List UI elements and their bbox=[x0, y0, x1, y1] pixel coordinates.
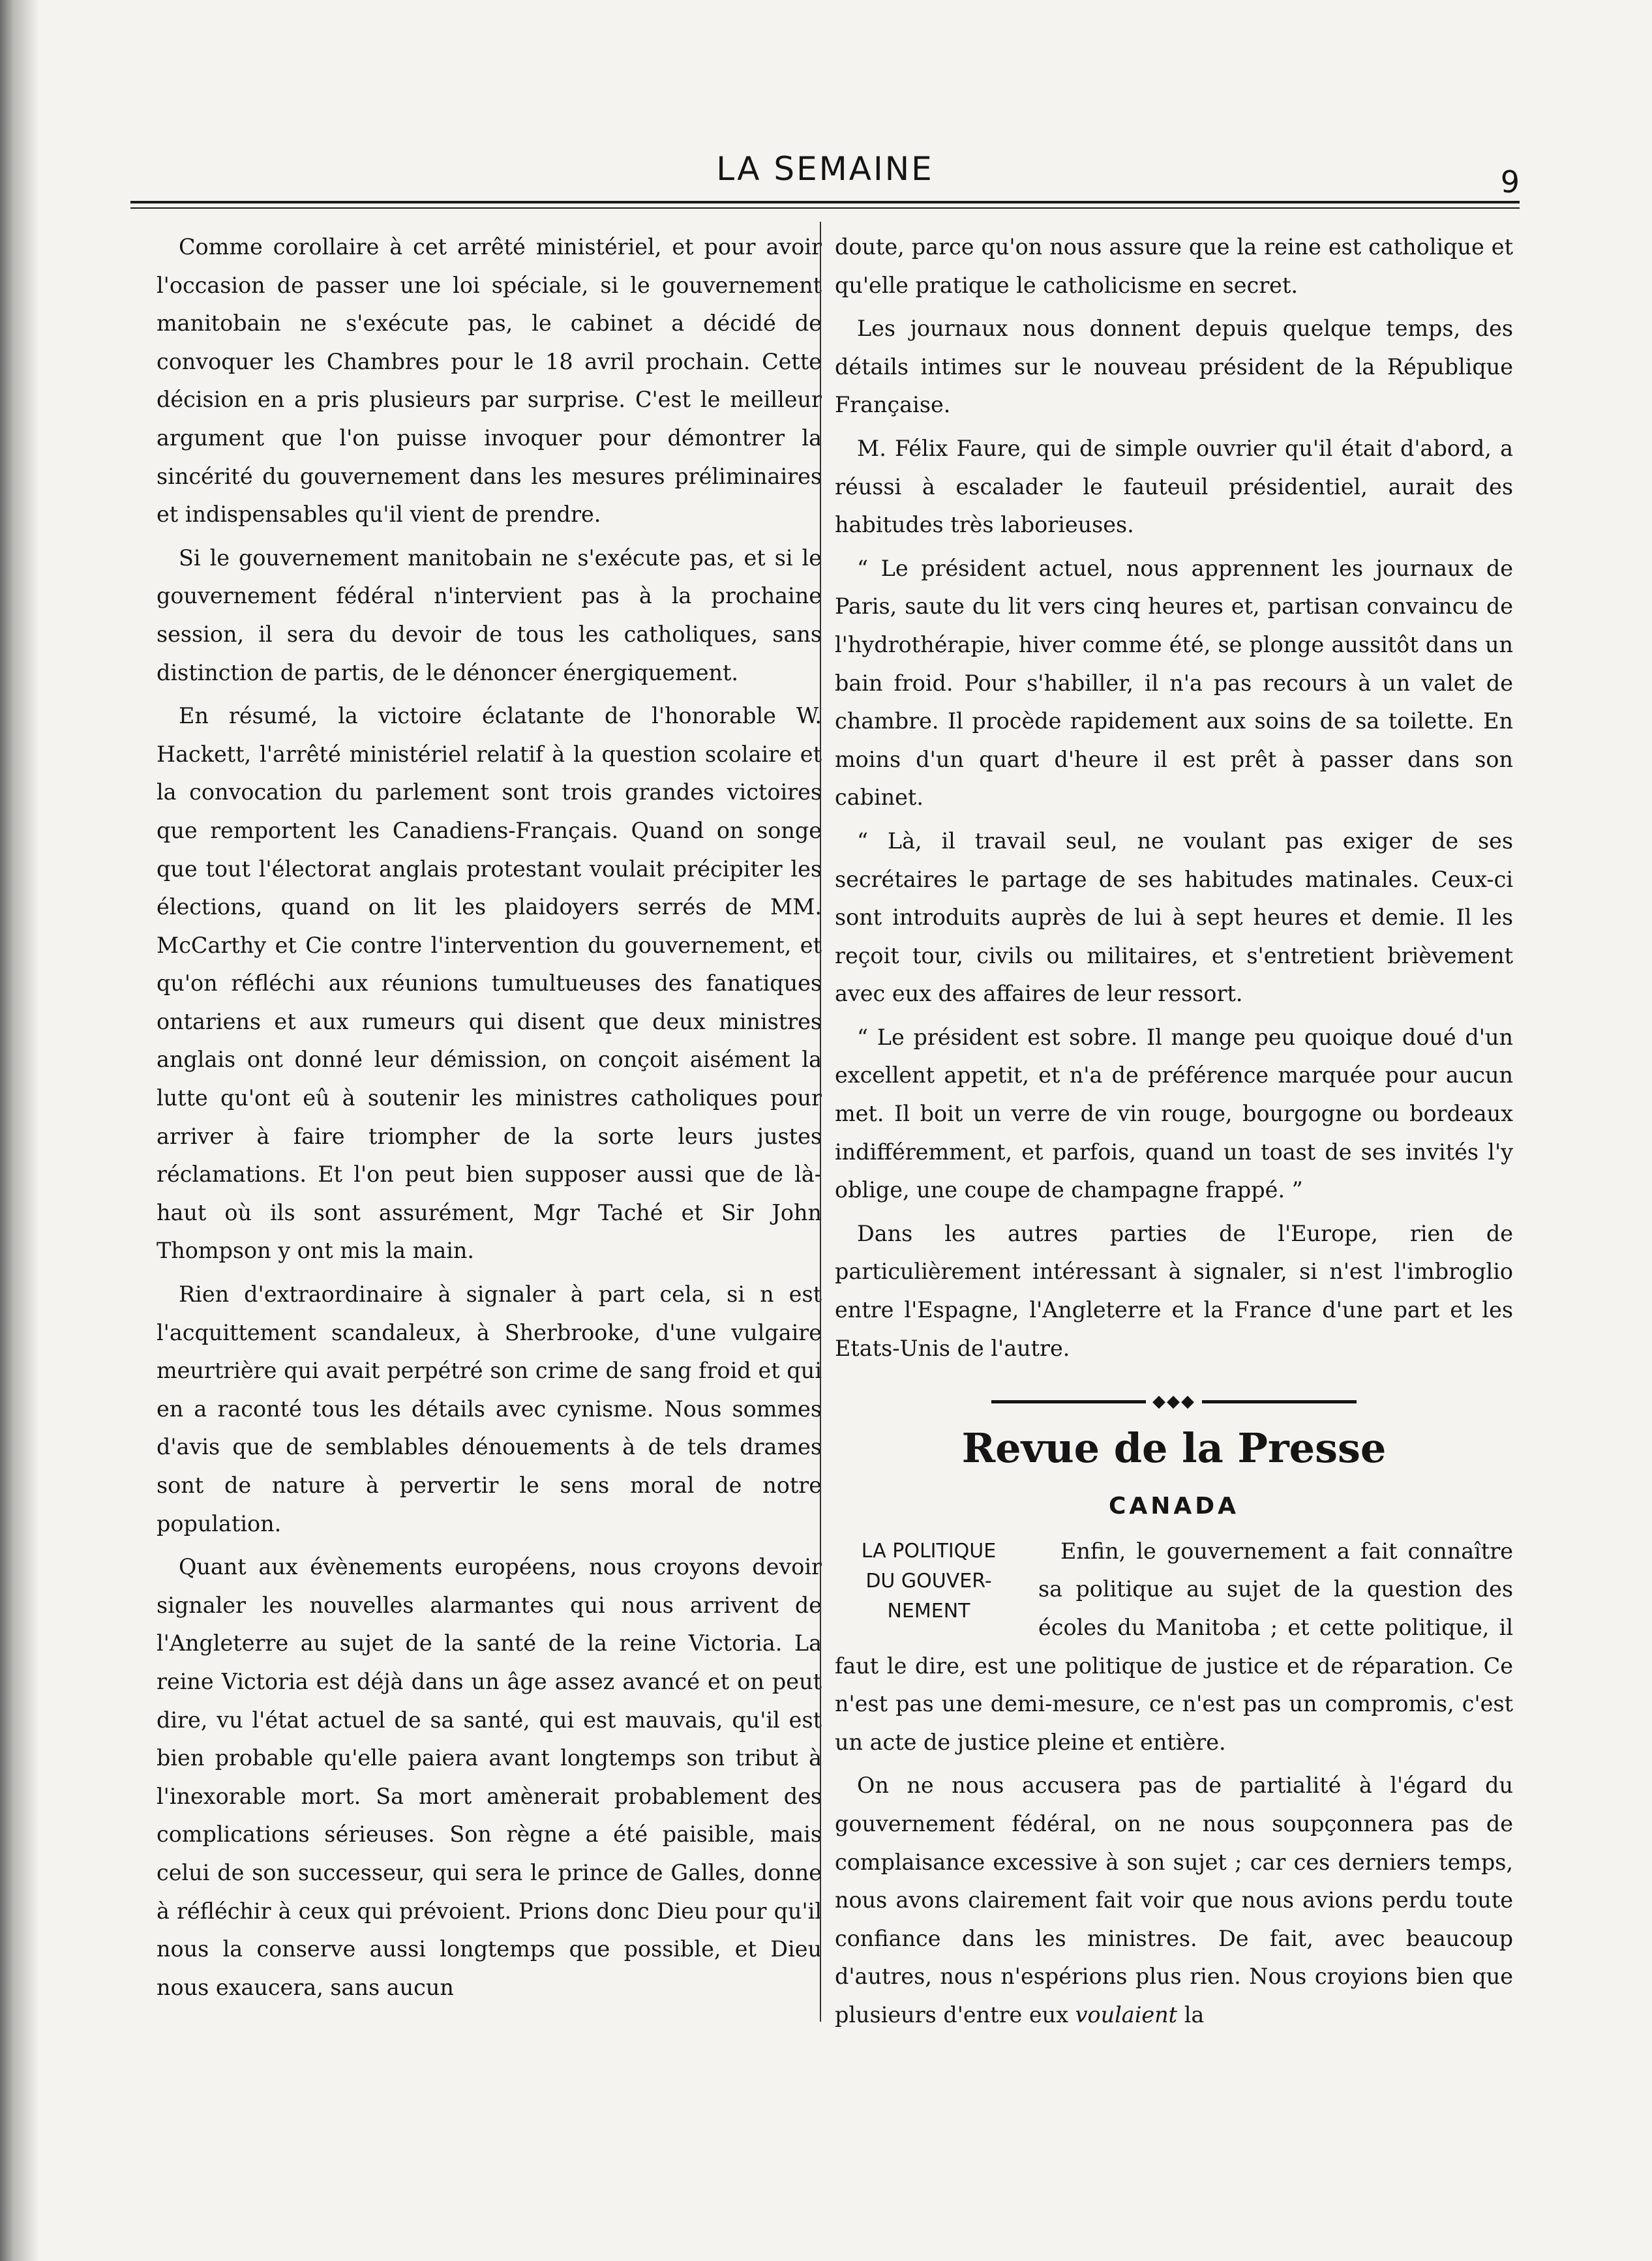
sidehead-line: DU GOUVER- bbox=[865, 1569, 992, 1593]
page-edge-shadow bbox=[0, 0, 39, 2261]
italic-word: voulaient bbox=[1075, 2001, 1178, 2028]
paragraph: “ Le président est sobre. Il mange peu quoique doué d'un excellent appetit, et n'a de préférence marquée pour aucun met. Il boit un verre de vin rouge, bourgogne ou bordeaux indifféremment, et parfois, quand un toast de ses invités l'y oblige, une coupe de champagne frappé. ” bbox=[835, 1024, 1513, 1203]
sidehead-line: LA POLITIQUE bbox=[861, 1539, 997, 1563]
header-rule bbox=[130, 201, 1520, 203]
ornament-diamonds-icon: ◆◆◆ bbox=[1146, 1392, 1202, 1411]
column-divider bbox=[820, 222, 821, 2022]
paragraph: Rien d'extraordinaire à signaler à part cela, si n est l'acquittement scandaleux, à Sherbrooke, d'une vulgaire meurtrière qui avait perpétré son crime de sang froid et qui en a raconté tous les détails avec cynisme. Nous sommes d'avis que de semblables dénouements à de tels drames sont de nature à pervertir le sens moral de notre population. bbox=[157, 1281, 822, 1536]
page-header bbox=[130, 150, 1520, 202]
subsection-title: CANADA bbox=[1108, 1493, 1239, 1520]
sidehead bbox=[831, 1536, 1027, 1626]
page-number: 9 bbox=[1500, 164, 1520, 200]
press-paragraph-end: la bbox=[1184, 2001, 1205, 2028]
paragraph: En résumé, la victoire éclatante de l'honorable W. Hackett, l'arrêté ministériel relatif à la question scolaire et la convocation du parlement sont trois grandes victoires que remportent les Canadiens-Français. Quand on songe que tout l'électorat anglais protestant voulait précipiter les élections, quand on lit les plaidoyers serrés de MM. McCarthy et Cie contre l'intervention du gouvernement, et qu'on réfléchi aux réunions tumultueuses des fanatiques ontariens et aux rumeurs qui disent que deux ministres anglais ont donné leur démission, on conçoit aisément la lutte qu'ont eû à soutenir les ministres catholiques pour arriver à faire triompher de la sorte leurs justes réclamations. Et l'on peut bien supposer aussi que de là-haut où ils sont assurément, Mgr Taché et Sir John Thompson y ont mis la main. bbox=[157, 703, 822, 1264]
left-column bbox=[157, 228, 822, 2007]
sidehead-line: NEMENT bbox=[887, 1599, 970, 1623]
press-paragraph bbox=[835, 1767, 1513, 2034]
paragraph: Comme corollaire à cet arrêté ministériel, et pour avoir l'occasion de passer une loi spéciale, si le gouvernement manitobain ne s'exécute pas, le cabinet a décidé de convoquer les Chambres pour le 18 avril prochain. Cette décision en a pris plusieurs par surprise. C'est le meilleur argument que l'on puisse invoquer pour démontrer la sincérité du gouvernement dans les mesures préliminaires et indispensables qu'il vient de prendre. bbox=[157, 234, 822, 528]
paragraph: doute, parce qu'on nous assure que la reine est catholique et qu'elle pratique le catholicisme en secret. bbox=[835, 234, 1513, 298]
press-paragraph bbox=[835, 1533, 1513, 1762]
right-column bbox=[835, 228, 1513, 2035]
press-paragraph-text: Enfin, le gouvernement a fait connaître sa politique au sujet de la question des écoles du Manitoba ; et cette politique, il faut le dire, est une politique de justice et de réparation. Ce n'est pas une demi-mesure, ce n'est pas un compromis, c'est un acte de justice pleine et entière. bbox=[835, 1538, 1513, 1755]
paragraph: Dans les autres parties de l'Europe, rien de particulièrement intéressant à signaler, si n'est l'imbroglio entre l'Espagne, l'Angleterre et la France d'une part et les Etats-Unis de l'autre. bbox=[835, 1220, 1513, 1361]
running-title: LA SEMAINE bbox=[716, 150, 934, 188]
paragraph: Les journaux nous donnent depuis quelque temps, des détails intimes sur le nouveau président de la République Française. bbox=[835, 316, 1513, 418]
paragraph: “ Là, il travail seul, ne voulant pas exiger de ses secrétaires le partage de ses habitudes matinales. Ceux-ci sont introduits auprès de lui à sept heures et demie. Il les reçoit tour, civils ou militaires, et s'entretient brièvement avec eux des affaires de leur ressort. bbox=[835, 828, 1513, 1007]
paragraph: Quant aux évènements européens, nous croyons devoir signaler les nouvelles alarmantes qui nous arrivent de l'Angleterre au sujet de la santé de la reine Victoria. La reine Victoria est déjà dans un âge assez avancé et on peut dire, vu l'état actuel de sa santé, qui est mauvais, qu'il est bien probable qu'elle paiera avant longtemps son tribut à l'inexorable mort. Sa mort amènerait probablement des complications sérieuses. Son règne a été paisible, mais celui de son successeur, qui sera le prince de Galles, donne à réfléchir à ceux qui prévoient. Prions donc Dieu pour qu'il nous la conserve aussi longtemps que possible, et Dieu nous exaucera, sans aucun bbox=[157, 1554, 822, 2000]
paragraph: M. Félix Faure, qui de simple ouvrier qu'il était d'abord, a réussi à escalader le fauteuil présidentiel, aurait des habitudes très laborieuses. bbox=[835, 435, 1513, 538]
paragraph: “ Le président actuel, nous apprennent les journaux de Paris, saute du lit vers cinq heures et, partisan convaincu de l'hydrothérapie, hiver comme été, se plonge aussitôt dans un bain froid. Pour s'habiller, il n'a pas recours à un valet de chambre. Il procède rapidement aux soins de sa toilette. En moins d'un quart d'heure il est prêt à passer dans son cabinet. bbox=[835, 555, 1513, 811]
section-title: Revue de la Presse bbox=[961, 1424, 1387, 1473]
paragraph: Si le gouvernement manitobain ne s'exécute pas, et si le gouvernement fédéral n'intervient pas à la prochaine session, il sera du devoir de tous les catholiques, sans distinction de partis, de le dénoncer énergiquement. bbox=[157, 545, 822, 685]
press-paragraph-text: On ne nous accusera pas de partialité à l'égard du gouvernement fédéral, on ne nous soupçonnera pas de complaisance excessive à son sujet ; car ces derniers temps, nous avons clairement fait voir que nous avions perdu toute confiance dans les ministres. De fait, avec beaucoup d'autres, nous n'espérions plus rien. Nous croyions bien que plusieurs d'entre eux bbox=[835, 1773, 1513, 2028]
section-ornament bbox=[991, 1392, 1357, 1412]
header-rule-thin bbox=[130, 207, 1520, 209]
